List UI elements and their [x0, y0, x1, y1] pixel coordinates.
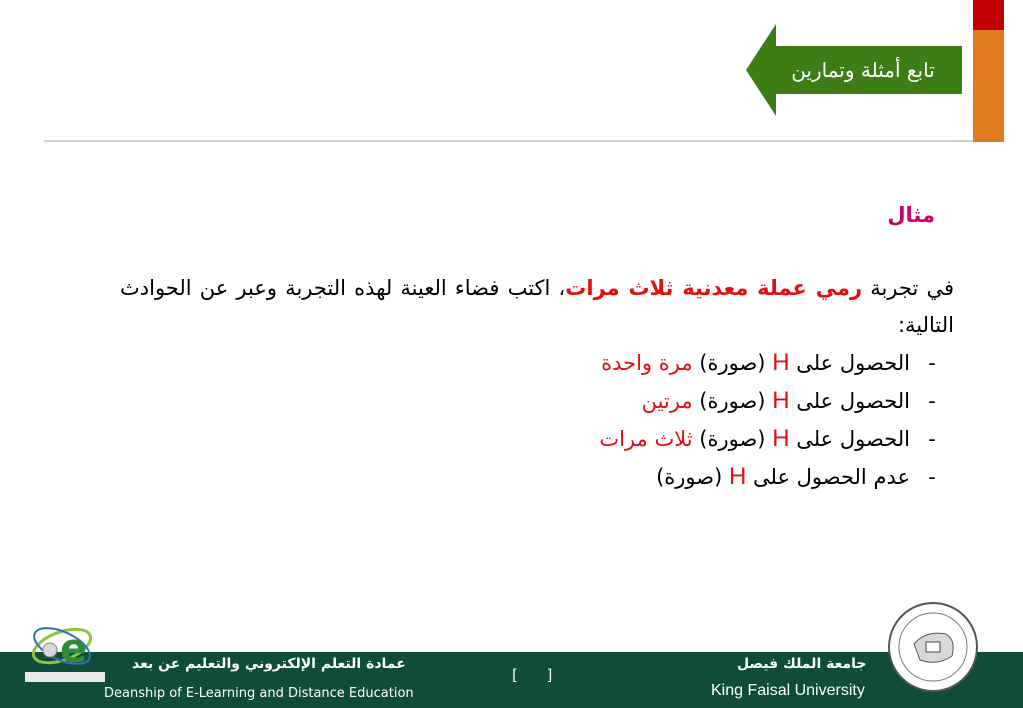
item-suffix: مرة واحدة: [601, 351, 693, 375]
accent-bar-orange: [973, 30, 1004, 142]
question-intro: [120, 270, 954, 344]
list-dash: -: [928, 427, 936, 451]
list-item: [120, 458, 954, 496]
item-paren: (صورة): [656, 465, 723, 489]
item-prefix: الحصول على: [796, 427, 910, 451]
list-dash: -: [928, 389, 936, 413]
page-number: [ ]: [512, 666, 553, 684]
list-item: [120, 344, 954, 382]
intro-end: ، اكتب فضاء العينة لهذه التجربة وعبر عن الحوادث التالية:: [120, 276, 954, 337]
deanship-name-arabic: عمادة التعلم الإلكتروني والتعليم عن بعد: [132, 656, 406, 672]
kfu-seal-icon: [886, 600, 980, 694]
item-paren: (صورة): [699, 351, 766, 375]
intro-start: في تجربة: [862, 276, 954, 300]
item-prefix: الحصول على: [796, 389, 910, 413]
deanship-logo-icon: [20, 610, 110, 690]
list-dash: -: [928, 465, 936, 489]
list-item: [120, 382, 954, 420]
section-title: تابع أمثلة وتمارين: [791, 58, 935, 82]
item-letter: H: [772, 425, 790, 452]
item-letter: H: [772, 349, 790, 376]
item-letter: H: [728, 463, 747, 490]
item-prefix: الحصول على: [796, 351, 910, 375]
item-paren: (صورة): [699, 389, 766, 413]
item-prefix: عدم الحصول على: [753, 465, 910, 489]
list-item: [120, 420, 954, 458]
header-divider: [44, 140, 973, 142]
example-heading: مثال: [887, 203, 935, 227]
item-suffix: مرتين: [641, 389, 693, 413]
intro-highlight: رمي عملة معدنية ثلاث مرات: [565, 276, 863, 300]
question-body: [120, 270, 954, 496]
list-dash: -: [928, 351, 936, 375]
item-paren: (صورة): [699, 427, 766, 451]
accent-bar-red: [973, 0, 1004, 30]
university-name-english: King Faisal University: [711, 682, 865, 699]
item-letter: H: [772, 387, 790, 414]
svg-text:e: e: [60, 626, 88, 672]
item-suffix: ثلاث مرات: [599, 427, 693, 451]
deanship-name-english: Deanship of E-Learning and Distance Education: [104, 686, 414, 701]
university-name-arabic: جامعة الملك فيصل: [737, 656, 867, 672]
